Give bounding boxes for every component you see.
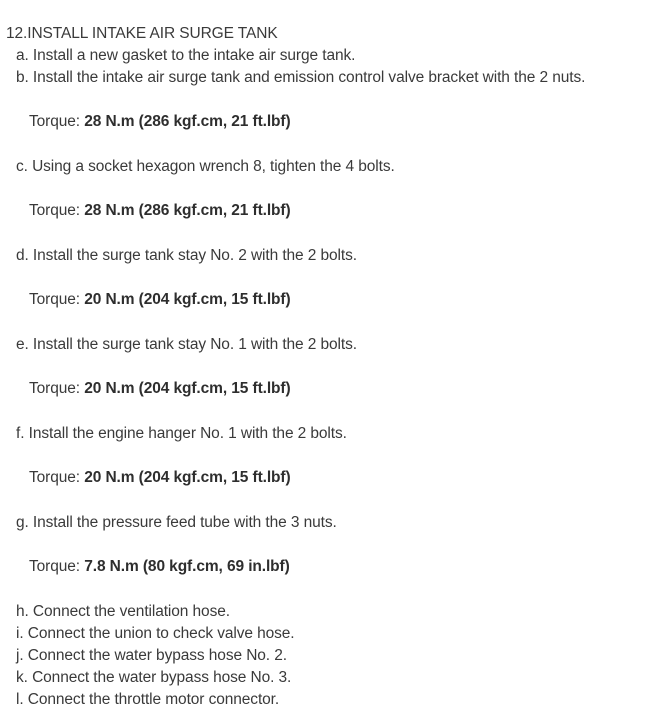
torque-spec-d [29, 290, 291, 310]
step-a: a. Install a new gasket to the intake air surge tank. [16, 47, 356, 64]
torque-spec-c [29, 201, 291, 221]
section-heading: 12.INSTALL INTAKE AIR SURGE TANK [6, 25, 278, 42]
torque-spec-f [29, 468, 291, 488]
step-k: k. Connect the water bypass hose No. 3. [16, 669, 292, 686]
torque-spec-e [29, 379, 291, 399]
step-g: g. Install the pressure feed tube with the 3 nuts. [16, 514, 337, 531]
torque-spec-b [29, 112, 291, 132]
torque-label: Torque: [29, 558, 80, 575]
torque-label: Torque: [29, 469, 80, 486]
torque-value: 28 N.m (286 kgf.cm, 21 ft.lbf) [84, 202, 291, 219]
torque-value: 7.8 N.m (80 kgf.cm, 69 in.lbf) [84, 558, 290, 575]
step-h: h. Connect the ventilation hose. [16, 603, 230, 620]
torque-label: Torque: [29, 291, 80, 308]
torque-spec-g [29, 557, 290, 577]
step-l: l. Connect the throttle motor connector. [16, 691, 280, 708]
step-c: c. Using a socket hexagon wrench 8, tighten the 4 bolts. [16, 158, 395, 175]
torque-value: 20 N.m (204 kgf.cm, 15 ft.lbf) [84, 380, 291, 397]
step-e: e. Install the surge tank stay No. 1 with the 2 bolts. [16, 336, 357, 353]
step-d: d. Install the surge tank stay No. 2 with the 2 bolts. [16, 247, 357, 264]
torque-value: 28 N.m (286 kgf.cm, 21 ft.lbf) [84, 113, 291, 130]
torque-value: 20 N.m (204 kgf.cm, 15 ft.lbf) [84, 291, 291, 308]
step-b: b. Install the intake air surge tank and emission control valve bracket with the 2 nuts. [16, 69, 586, 86]
torque-label: Torque: [29, 113, 80, 130]
torque-value: 20 N.m (204 kgf.cm, 15 ft.lbf) [84, 469, 291, 486]
torque-label: Torque: [29, 380, 80, 397]
step-f: f. Install the engine hanger No. 1 with the 2 bolts. [16, 425, 347, 442]
torque-label: Torque: [29, 202, 80, 219]
step-i: i. Connect the union to check valve hose. [16, 625, 295, 642]
step-j: j. Connect the water bypass hose No. 2. [16, 647, 287, 664]
